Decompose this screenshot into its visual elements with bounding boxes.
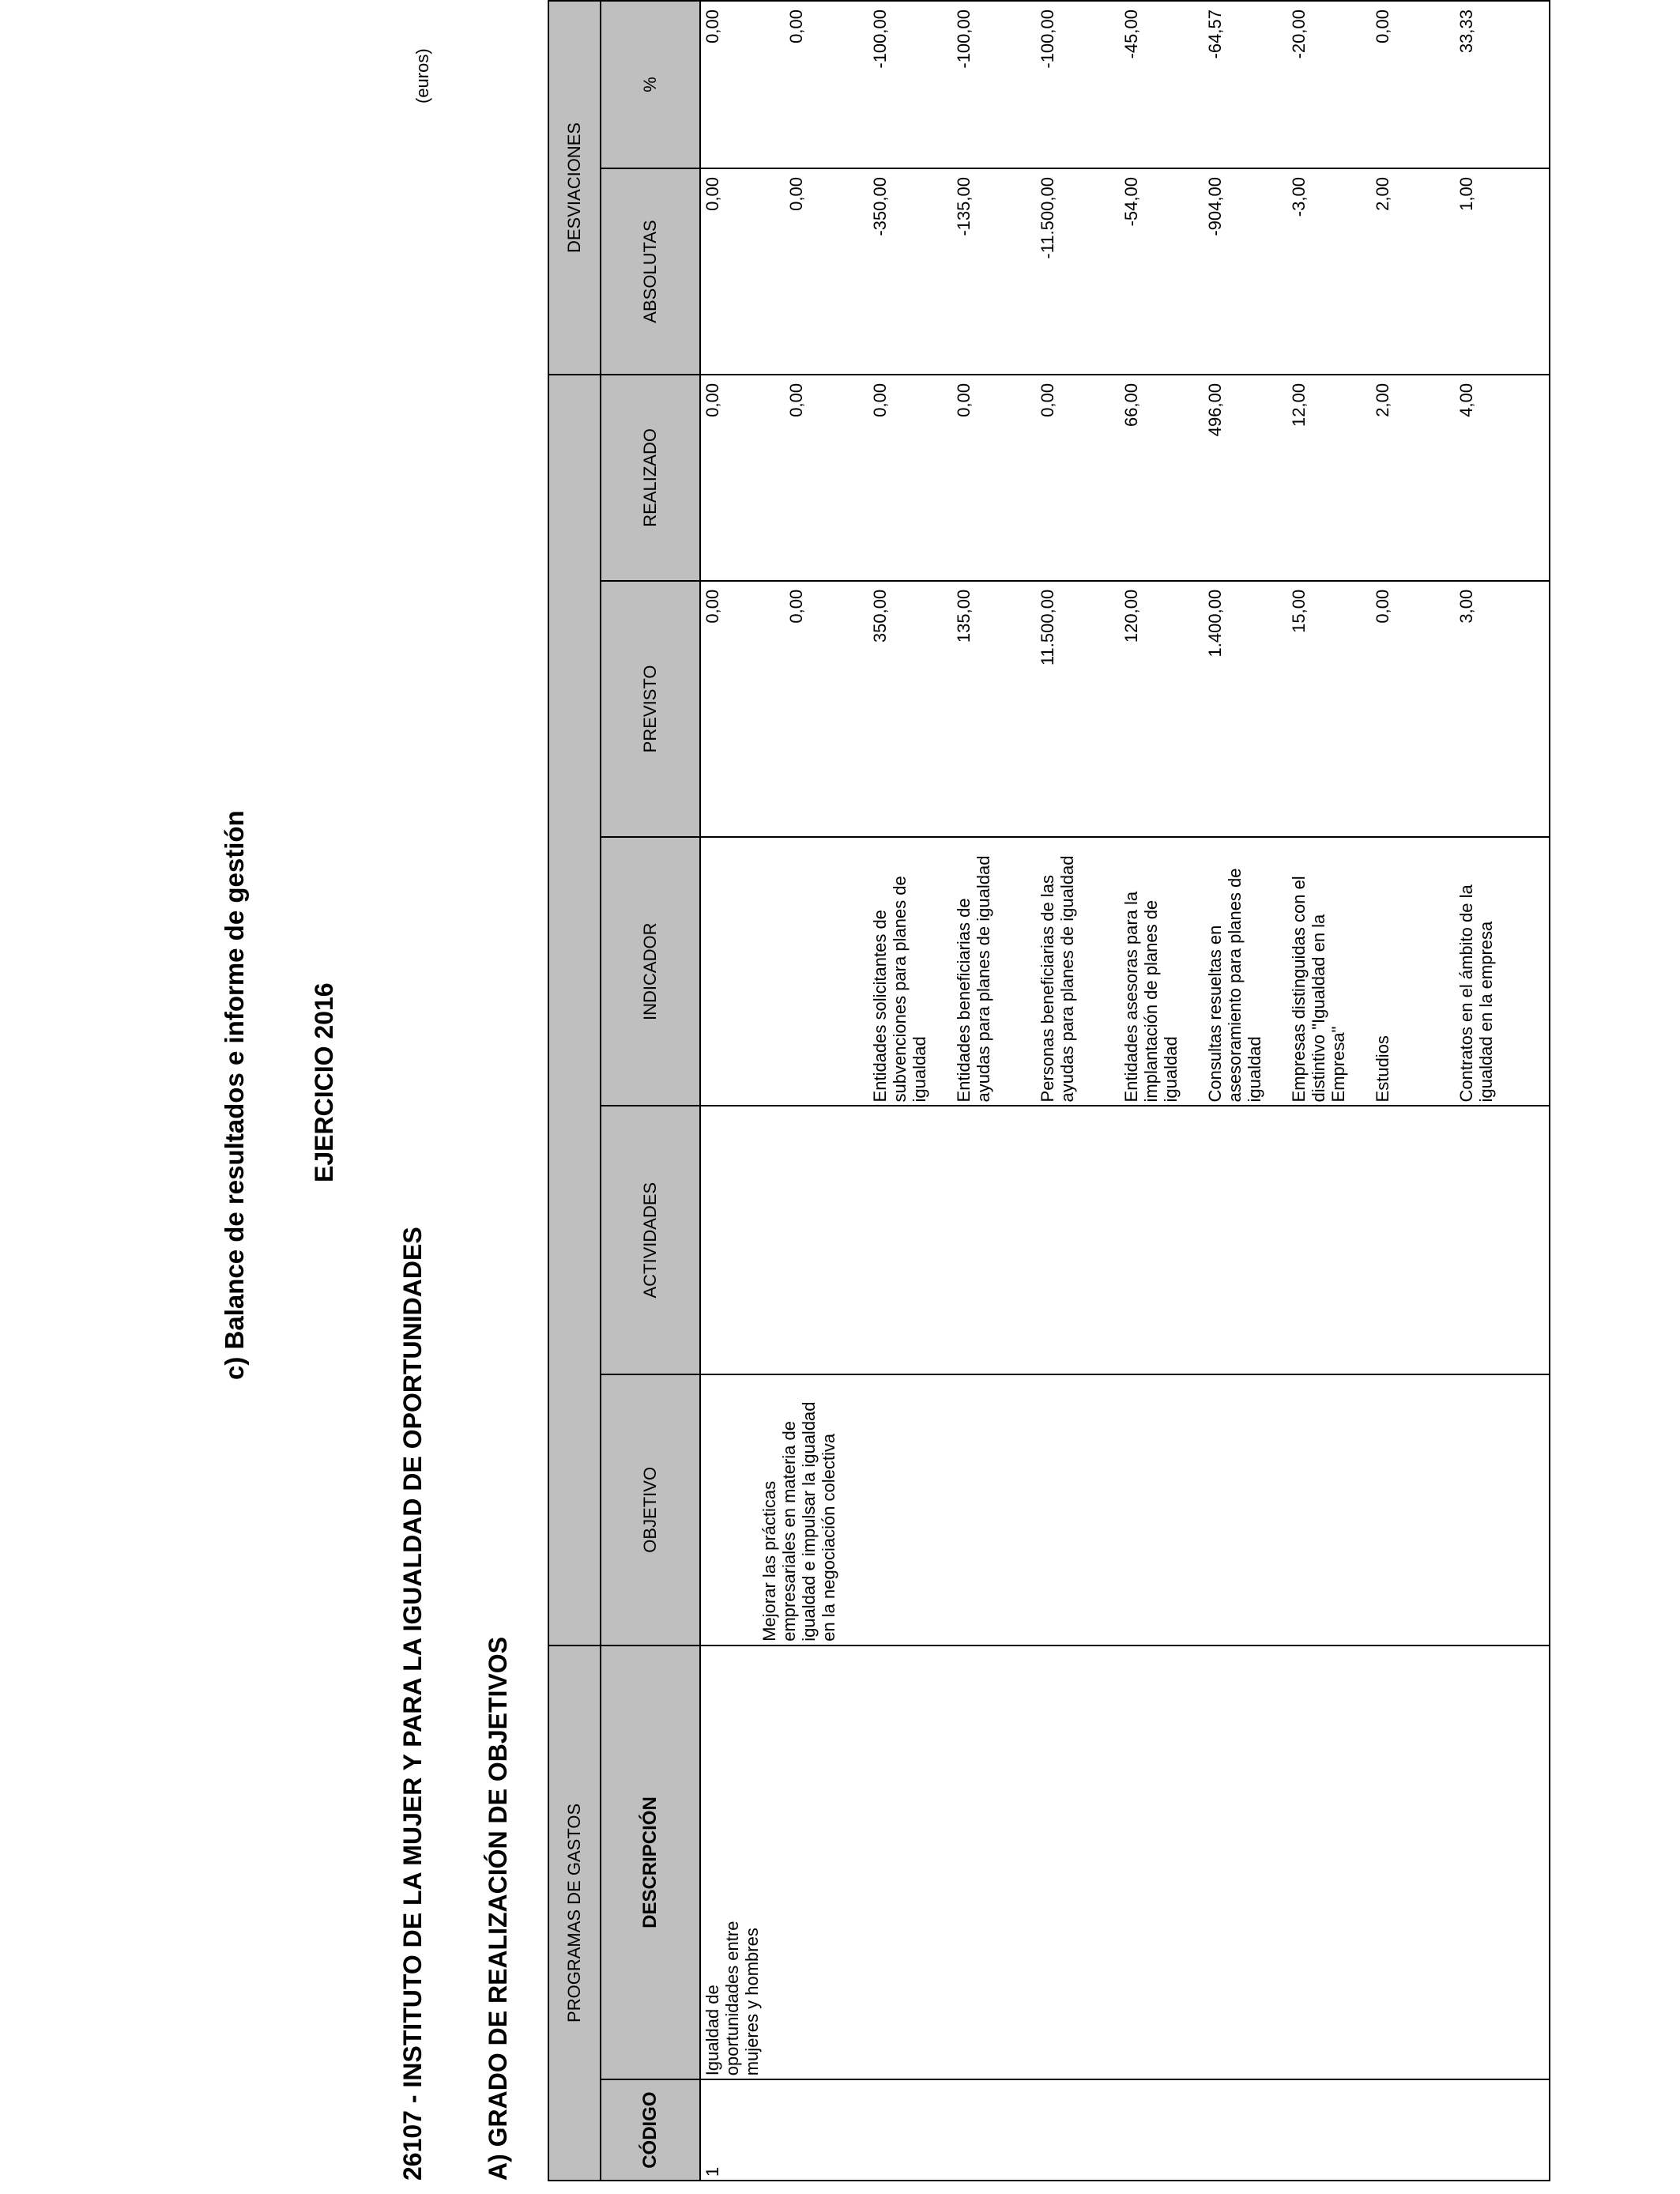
previsto-value: 15,00 xyxy=(1289,589,1309,633)
pct-value: -100,00 xyxy=(870,9,890,69)
cell-absolutas xyxy=(700,168,1550,375)
realizado-value: 0,00 xyxy=(870,383,890,417)
indicator-item: Estudios xyxy=(1373,1035,1392,1103)
group-programs-header: PROGRAMAS DE GASTOS xyxy=(548,1646,601,2181)
pct-value: -64,57 xyxy=(1205,9,1225,59)
pct-value: 0,00 xyxy=(786,9,806,43)
objetivo-text: Mejorar las prácticas empresariales en materia de igualdad e impulsar la igualdad en la negociación colectiva xyxy=(759,1401,838,1642)
realizado-value: 0,00 xyxy=(954,383,974,417)
cell-descripcion xyxy=(700,1646,1550,2079)
subsection-title: A) GRADO DE REALIZACIÓN DE OBJETIVOS xyxy=(484,1636,512,2181)
indicator-item xyxy=(786,841,870,1102)
col-previsto-header: PREVISTO xyxy=(601,581,700,837)
indicator-item xyxy=(703,841,786,1102)
group-deviations-header: DESVIACIONES xyxy=(548,1,601,375)
pct-value: -100,00 xyxy=(1038,9,1057,69)
cell-previsto xyxy=(700,581,1550,837)
indicator-item: Personas beneficiarias de las ayudas para planes de igualdad xyxy=(1038,855,1077,1103)
pct-value: -45,00 xyxy=(1121,9,1141,59)
indicator-list xyxy=(703,841,1540,1102)
absolutas-value: 0,00 xyxy=(786,177,806,211)
objectives-table xyxy=(548,0,1550,2181)
cell-pct xyxy=(700,1,1550,168)
previsto-value: 11.500,00 xyxy=(1038,589,1057,666)
group-header-row xyxy=(548,1,601,2181)
currency-note: (euros) xyxy=(412,48,432,104)
cell-realizado xyxy=(700,375,1550,581)
absolutas-list xyxy=(703,172,1540,371)
absolutas-value: 1,00 xyxy=(1456,177,1476,211)
realizado-value: 0,00 xyxy=(786,383,806,417)
year-title: EJERCICIO 2016 xyxy=(310,982,338,1182)
section-title: c) Balance de resultados e informe de gestión xyxy=(220,810,249,1380)
previsto-value: 0,00 xyxy=(703,589,722,624)
col-indicador-header: INDICADOR xyxy=(601,837,700,1106)
absolutas-value: -135,00 xyxy=(954,177,974,236)
indicator-item: Entidades solicitantes de subvenciones para planes de igualdad xyxy=(870,876,929,1103)
cell-actividades xyxy=(700,1106,1550,1374)
pct-value: -20,00 xyxy=(1289,9,1309,59)
cell-codigo: 1 xyxy=(700,2079,1550,2181)
indicator-item: Contratos en el ámbito de la igualdad en la empresa xyxy=(1456,884,1496,1103)
previsto-value: 120,00 xyxy=(1121,589,1141,643)
absolutas-value: -11.500,00 xyxy=(1038,177,1057,259)
col-codigo-header: CÓDIGO xyxy=(601,2079,700,2181)
realizado-value: 496,00 xyxy=(1205,383,1225,437)
previsto-value: 3,00 xyxy=(1456,589,1476,624)
group-blank-header xyxy=(548,375,601,1646)
indicator-item: Empresas distinguidas con el distintivo "Igualdad en la Empresa" xyxy=(1289,876,1348,1103)
absolutas-value: -350,00 xyxy=(870,177,890,236)
entity-title: 26107 - INSTITUTO DE LA MUJER Y PARA LA IGUALDAD DE OPORTUNIDADES xyxy=(398,1227,427,2181)
cell-objetivo xyxy=(700,1374,1550,1646)
previsto-list xyxy=(703,585,1540,833)
pct-value: 0,00 xyxy=(703,9,722,43)
previsto-value: 0,00 xyxy=(786,589,806,624)
realizado-value: 66,00 xyxy=(1121,383,1141,427)
col-actividades-header: ACTIVIDADES xyxy=(601,1106,700,1374)
cell-indicador xyxy=(700,837,1550,1106)
column-header-row xyxy=(601,1,700,2181)
realizado-value: 12,00 xyxy=(1289,383,1309,427)
indicator-item: Entidades asesoras para la implantación de planes de igualdad xyxy=(1121,891,1181,1103)
indicator-item: Entidades beneficiarias de ayudas para planes de igualdad xyxy=(954,855,993,1103)
absolutas-value: -54,00 xyxy=(1121,177,1141,227)
realizado-value: 0,00 xyxy=(1038,383,1057,417)
realizado-value: 0,00 xyxy=(703,383,722,417)
realizado-list xyxy=(703,379,1540,577)
col-descripcion-header: DESCRIPCIÓN xyxy=(601,1646,700,2079)
realizado-value: 4,00 xyxy=(1456,383,1476,417)
absolutas-value: -3,00 xyxy=(1289,177,1309,217)
pct-list xyxy=(703,5,1540,164)
col-realizado-header: REALIZADO xyxy=(601,375,700,581)
col-pct-header: % xyxy=(601,1,700,168)
previsto-value: 135,00 xyxy=(954,589,974,643)
realizado-value: 2,00 xyxy=(1373,383,1392,417)
col-objetivo-header: OBJETIVO xyxy=(601,1374,700,1646)
indicator-item: Consultas resueltas en asesoramiento para planes de igualdad xyxy=(1205,868,1264,1103)
pct-value: 33,33 xyxy=(1456,9,1476,54)
pct-value: 0,00 xyxy=(1373,9,1392,43)
previsto-value: 0,00 xyxy=(1373,589,1392,624)
absolutas-value: 0,00 xyxy=(703,177,722,211)
previsto-value: 1.400,00 xyxy=(1205,589,1225,658)
table-row xyxy=(700,1,1550,2181)
pct-value: -100,00 xyxy=(954,9,974,69)
absolutas-value: 2,00 xyxy=(1373,177,1392,211)
absolutas-value: -904,00 xyxy=(1205,177,1225,236)
descripcion-text: Igualdad de oportunidades entre mujeres y hombres xyxy=(703,1921,762,2076)
col-absolutas-header: ABSOLUTAS xyxy=(601,168,700,375)
previsto-value: 350,00 xyxy=(870,589,890,643)
